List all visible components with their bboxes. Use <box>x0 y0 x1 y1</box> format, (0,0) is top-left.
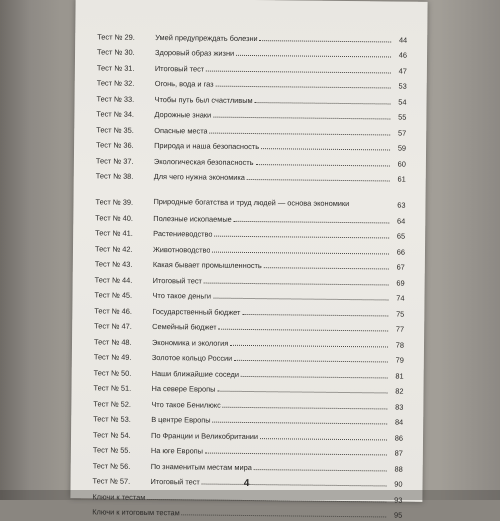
toc-entry-page: 54 <box>398 97 407 107</box>
toc-entry-label: Тест № 37. <box>95 155 134 166</box>
dot-leader <box>234 360 388 363</box>
toc-entry-title: На севере Европы <box>151 383 216 394</box>
toc-entry-label: Тест № 41. <box>95 228 133 238</box>
toc-entry-title: В центре Европы <box>151 414 211 425</box>
toc-entry-page: 87 <box>394 448 403 458</box>
toc-entry-label: Тест № 29. <box>97 31 135 42</box>
toc-entry-title: Итоговый тест <box>154 63 205 74</box>
toc-entry-label: Тест № 38. <box>95 171 134 181</box>
toc-entry-page: 79 <box>395 355 404 365</box>
toc-entry-title: Опасные места <box>154 125 208 136</box>
toc-key-page: 93 <box>394 495 403 505</box>
toc-key-page: 95 <box>393 510 403 520</box>
toc-entry-label: Тест № 57. <box>92 476 131 486</box>
toc-entry-label: Тест № 49. <box>93 352 132 362</box>
toc-entry-page: 84 <box>394 417 404 427</box>
toc-entry-label: Тест № 30. <box>97 47 135 57</box>
toc-entry-page: 59 <box>397 143 407 153</box>
toc-entry-label: Тест № 46. <box>94 305 133 316</box>
toc-entry-title: Что такое деньги <box>152 290 212 301</box>
toc-entry-page: 90 <box>394 479 403 489</box>
toc-entry-page: 55 <box>398 112 407 122</box>
toc-entry-title: Экологическая безопасность <box>153 156 254 167</box>
toc-entry-page: 66 <box>396 247 406 257</box>
page-bottom-shadow <box>0 490 500 500</box>
toc-entry-title: Огонь, вода и газ <box>154 79 214 89</box>
toc-entry-page: 60 <box>397 159 406 169</box>
toc-entry-label: Тест № 53. <box>93 414 131 424</box>
toc-key-title: Ключи к итоговым тестам <box>92 507 180 518</box>
dot-leader <box>255 102 391 104</box>
dot-leader <box>219 329 389 332</box>
toc-entry-label: Тест № 55. <box>92 445 131 455</box>
toc-entry-label: Тест № 32. <box>96 78 135 88</box>
dot-leader <box>212 251 389 254</box>
dot-leader <box>213 422 388 425</box>
toc-entry-title: Чтобы путь был счастливым <box>154 94 253 105</box>
toc-entry-label: Тест № 40. <box>95 212 133 223</box>
toc-entry-page: 81 <box>395 371 404 381</box>
toc-entry-page: 57 <box>397 128 407 138</box>
toc-entry-label: Тест № 56. <box>92 460 131 471</box>
toc-entry-label: Тест № 52. <box>93 398 132 409</box>
toc-entry-page: 64 <box>397 216 406 226</box>
toc-entry-title: Какая бывает промышленность <box>152 259 262 271</box>
toc-entry-title: По Франции и Великобритании <box>151 430 259 441</box>
dot-leader <box>214 236 389 239</box>
toc-entry-title: Здоровый образ жизни <box>155 48 235 58</box>
toc-entry-label: Тест № 36. <box>96 140 134 150</box>
toc-entry-label: Тест № 51. <box>93 383 132 393</box>
toc-entry-title: Природа и наша безопасность <box>154 141 260 152</box>
dot-leader <box>264 267 389 269</box>
dot-leader <box>217 391 387 394</box>
toc-entry-title: Экономика и экология <box>151 337 229 348</box>
toc-entry-page: 83 <box>395 402 404 412</box>
toc-entry-label: Тест № 35. <box>96 124 134 135</box>
dot-leader <box>230 344 388 347</box>
toc-entry-title: Итоговый тест <box>150 476 200 487</box>
dot-leader <box>254 469 387 471</box>
dot-leader <box>260 438 387 440</box>
toc-entry-label: Тест № 39. <box>95 197 134 207</box>
toc-key-title: Ключи к тестам <box>92 491 146 502</box>
toc-entry-label: Тест № 48. <box>93 336 132 347</box>
toc-entry-title: Государственный бюджет <box>152 306 241 317</box>
toc-entry-title: Семейный бюджет <box>152 321 217 332</box>
toc-entry-page: 86 <box>394 433 404 443</box>
toc-entry-label: Тест № 45. <box>94 290 133 300</box>
dot-leader <box>236 55 391 58</box>
page-number: 4 <box>243 477 250 490</box>
toc-entry-page: 65 <box>396 231 406 241</box>
dot-leader <box>242 313 388 316</box>
dot-leader <box>223 406 388 409</box>
toc-entry-title: На юге Европы <box>150 445 204 456</box>
book-page <box>70 0 427 520</box>
toc-entry-title: Что такое Бенилюкс <box>151 399 221 410</box>
toc-entry-title: Умей предупреждать болезни <box>155 32 258 43</box>
dot-leader <box>182 514 387 517</box>
toc-entry-label: Тест № 33. <box>96 93 135 104</box>
toc-entry-page: 69 <box>396 278 405 288</box>
toc-entry-title: Дорожные знаки <box>154 110 212 120</box>
dot-leader <box>247 179 390 181</box>
toc-entry-title: Для чего нужна экономика <box>153 171 245 182</box>
toc-entry-label: Тест № 54. <box>93 429 131 440</box>
dot-leader <box>206 70 391 73</box>
toc-entry-page: 67 <box>396 262 405 272</box>
toc-entry-title: Природные богатства и труд людей — основа экономики <box>153 196 350 209</box>
toc-key-entry <box>92 502 402 521</box>
toc-entry-label: Тест № 44. <box>94 274 133 285</box>
toc-entry-title: Растениеводство <box>153 228 213 239</box>
toc-entry-page: 75 <box>396 309 405 319</box>
dot-leader <box>213 117 390 120</box>
toc-entry-page: 78 <box>395 340 405 350</box>
toc-entry-title: Итоговый тест <box>152 275 203 286</box>
dot-leader <box>255 164 389 166</box>
dot-leader <box>213 298 388 301</box>
toc-entry-page: 53 <box>398 81 407 91</box>
toc-entry-title: По знаменитым местам мира <box>150 461 252 472</box>
toc-entry-title: Животноводство <box>152 244 211 255</box>
toc-entry-page: 88 <box>394 464 403 474</box>
toc-entry-title: Наши ближайшие соседи <box>151 368 240 379</box>
dot-leader <box>205 453 387 456</box>
dot-leader <box>260 40 392 42</box>
dot-leader <box>216 86 391 89</box>
dot-leader <box>210 132 391 135</box>
toc-entry <box>95 181 405 210</box>
toc-entry-page: 63 <box>397 200 406 210</box>
toc-entry-label: Тест № 42. <box>94 243 133 254</box>
toc-entry-page: 44 <box>398 35 408 45</box>
dot-leader <box>204 282 389 285</box>
toc-entry-page: 74 <box>396 293 405 303</box>
dot-leader <box>241 375 388 378</box>
table-of-contents <box>92 26 407 520</box>
toc-entry-label: Тест № 31. <box>96 62 135 73</box>
toc-entry-page: 77 <box>395 324 405 334</box>
toc-entry-page: 82 <box>395 386 404 396</box>
dot-leader <box>261 148 390 150</box>
toc-entry-page: 47 <box>398 66 407 76</box>
toc-entry-page: 46 <box>398 50 408 60</box>
toc-entry-page: 61 <box>397 174 406 184</box>
dot-leader <box>234 220 390 223</box>
toc-entry-label: Тест № 50. <box>93 367 132 378</box>
toc-entry-title: Полезные ископаемые <box>153 213 232 224</box>
toc-entry-label: Тест № 47. <box>94 321 132 331</box>
toc-entry-title: Золотое кольцо России <box>151 352 233 363</box>
toc-entry-label: Тест № 43. <box>94 259 133 269</box>
toc-entry-label: Тест № 34. <box>96 109 135 119</box>
